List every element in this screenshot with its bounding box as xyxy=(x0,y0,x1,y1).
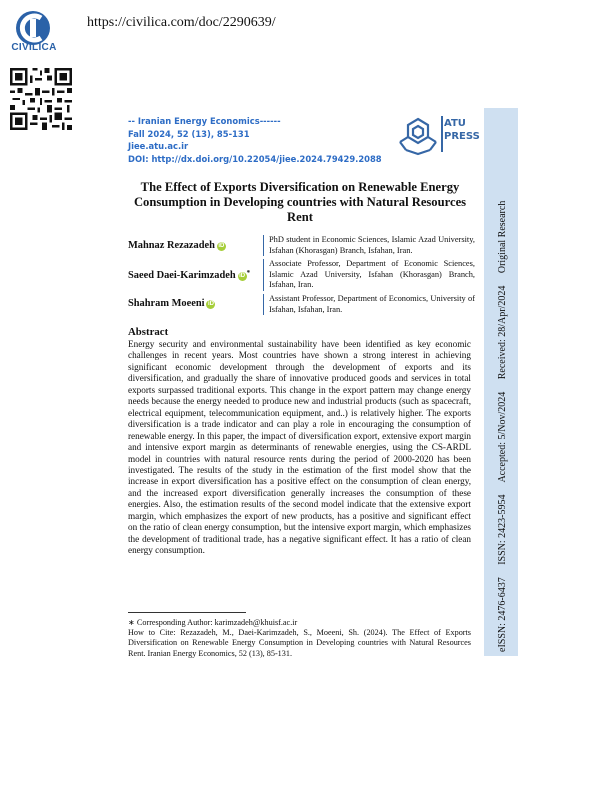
orcid-icon[interactable]: iD xyxy=(218,243,225,249)
author-name-text: Mahnaz Rezazadeh xyxy=(128,240,215,251)
document-url[interactable]: https://civilica.com/doc/2290639/ xyxy=(87,15,276,30)
qr-code-icon xyxy=(10,68,72,130)
civilica-logo-text: CIVILICA xyxy=(11,42,57,53)
footnote-divider xyxy=(128,612,246,613)
author-name-2 xyxy=(128,269,250,281)
publisher-name xyxy=(444,117,480,143)
side-info-text xyxy=(484,108,518,656)
orcid-icon[interactable]: iD xyxy=(207,301,214,307)
author-affiliation-1: PhD student in Economic Sciences, Islamic Azad University, Isfahan (Khorasgan) Branch, Isfahan, Iran. xyxy=(263,235,475,256)
journal-issue: Fall 2024, 52 (13), 85-131 xyxy=(128,128,250,139)
publisher-line-1: ATU xyxy=(444,118,466,129)
journal-info xyxy=(128,115,382,165)
paper-title: The Effect of Exports Diversification on Renewable Energy Consumption in Developing countries with Natural Resources Rent xyxy=(133,180,467,224)
author-name-text: Saeed Daei-Karimzadeh xyxy=(128,270,236,281)
atu-press-logo-icon xyxy=(396,116,440,156)
side-info-label: eISSN: 2476-6437 ISSN: 2423-5954 Accepted: 5/Nov/2024 Received: 28/Apr/2024 Original Research xyxy=(497,200,508,652)
publisher-divider xyxy=(441,116,443,152)
publisher-line-2: PRESS xyxy=(444,131,480,142)
author-name-text: Shahram Moeeni xyxy=(128,298,205,309)
citation: How to Cite: Rezazadeh, M., Daei-Karimzadeh, S., Moeeni, Sh. (2024). The Effect of Exports Diversification on Renewable Energy Consumption in Developing countries with Natural Resources Rent. Iranian Energy Economics, 52 (13), 85-131. xyxy=(128,628,471,658)
corresponding-author: ∗ Corresponding Author: karimzadeh@khuisf.ac.ir xyxy=(128,618,298,627)
corresponding-marker: * xyxy=(246,269,251,277)
author-name-1 xyxy=(128,240,226,251)
author-affiliation-2: Associate Professor, Department of Economic Sciences, Islamic Azad University, Isfahan (Khorasgan) Branch, Isfahan, Iran. xyxy=(263,259,475,291)
abstract-body: Energy security and environmental sustainability have been identified as key economic challenges in recent years. Most countries have shown a strong interest in achieving significant economic development through the development of exports and its diversification, and gradually the share of innovative produced goods and services in total exports surpassed traditional exports. This change in the export pattern may change energy needs because the energy needed to produce new and industrial products (such as spacecraft, electrical equipment, telecommunication equipment, and..) is relatively higher. The exports diversification is a trade indicator and can play a role in encouraging the consumption of renewable energy. In this paper, the impact of diversification export, extensive export margin and intensive export margin as determinants of renewable energies, using the CS-ARDL model in countries with natural resource rents during the period of 2000-2020 has been investigated. The results of the study in the estimation of the first model show that the increase in export diversification has a positive effect on the consumption of clean energy, and the increased export diversification generally increases the consumption of these energies. Also, the estimation results of the second model indicate that the extensive export margin, which emphasizes the export of new products, has a positive and significant effect on the ratio of clean energy consumption, but the intensive export margin, which emphasizes the development of traditional trade, has a negative significant effect. It has a ratio of clean energy consumption. xyxy=(128,339,471,556)
author-name-3 xyxy=(128,298,215,309)
journal-name: -- Iranian Energy Economics------ xyxy=(128,116,281,126)
author-affiliation-3: Assistant Professor, Department of Economics, University of Isfahan, Isfahan, Iran. xyxy=(263,294,475,315)
journal-doi[interactable]: DOI: http://dx.doi.org/10.22054/jiee.2024.79429.2088 xyxy=(128,153,382,164)
abstract-heading: Abstract xyxy=(128,326,169,338)
orcid-icon[interactable]: iD xyxy=(239,273,246,279)
journal-site[interactable]: Jiee.atu.ac.ir xyxy=(128,141,189,152)
